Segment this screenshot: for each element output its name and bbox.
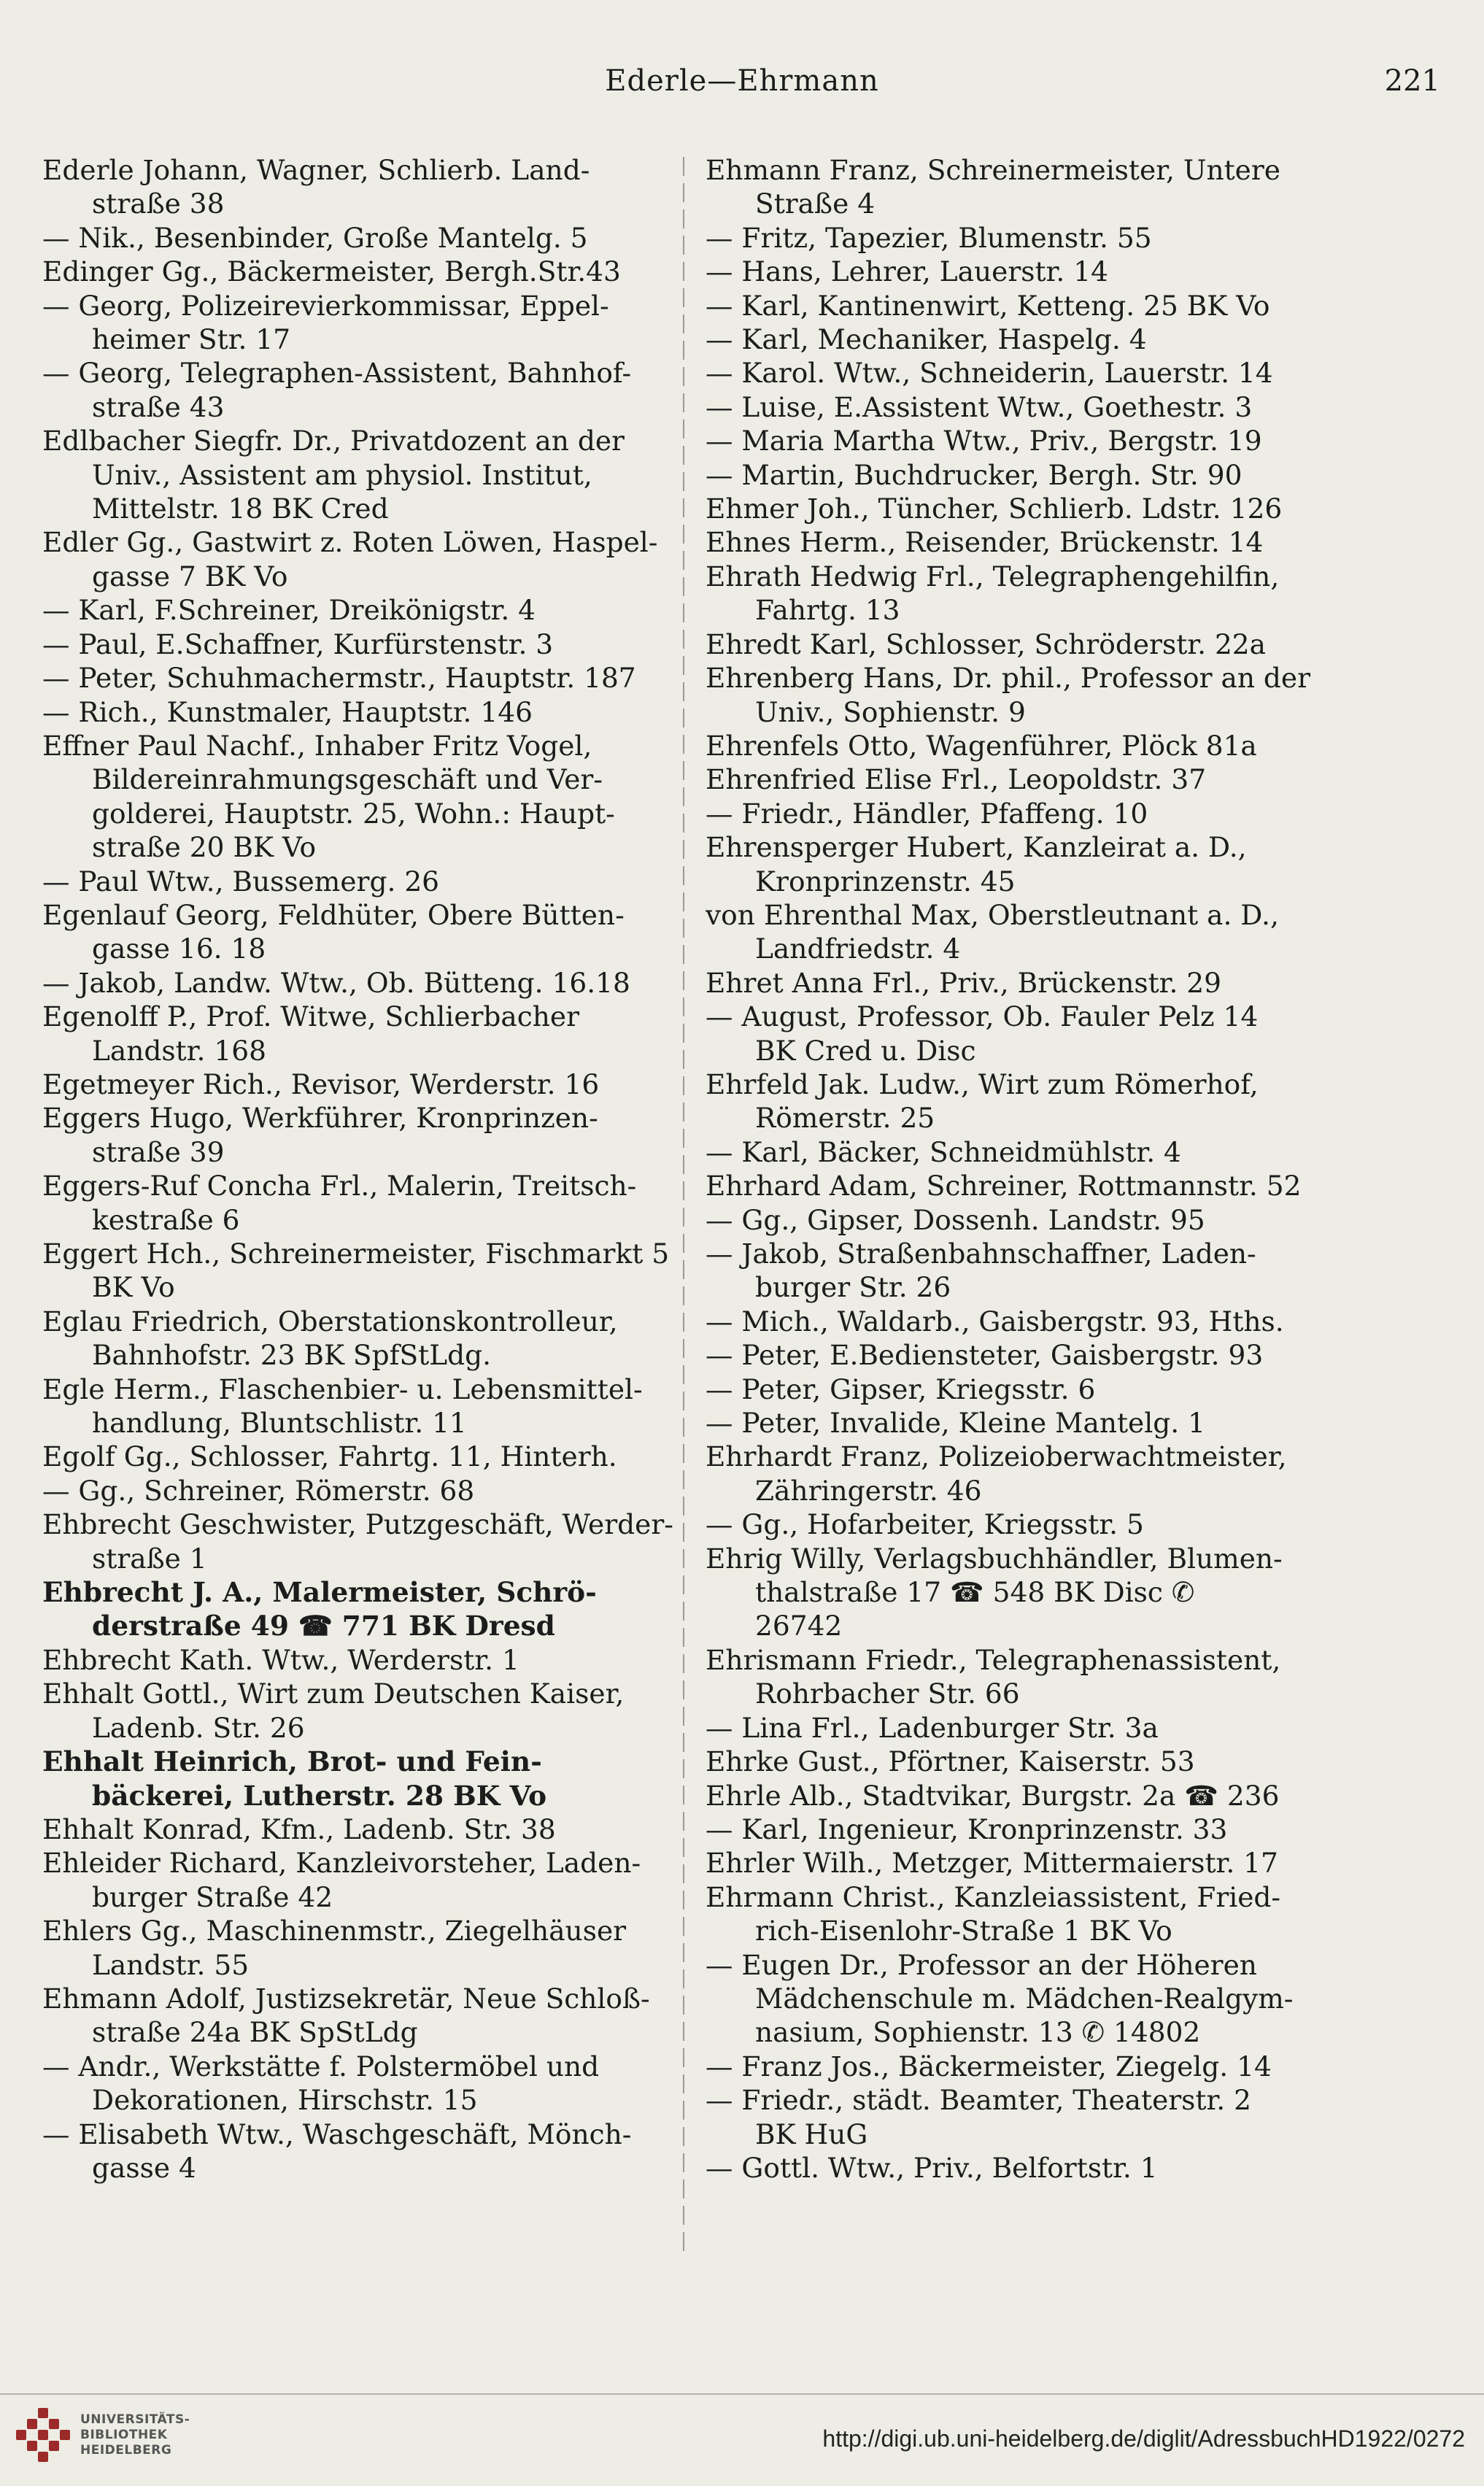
directory-entry-line: — Karl, F.Schreiner, Dreikönigstr. 4 — [42, 594, 536, 627]
directory-entry-line: — Jakob, Straßenbahnschaffner, Laden- — [706, 1238, 1256, 1270]
directory-entry-line: — Peter, Schuhmachermstr., Hauptstr. 187 — [42, 662, 636, 695]
directory-entry-line: Ehbrecht J. A., Malermeister, Schrö- — [42, 1576, 597, 1609]
directory-entry-line: Ehmann Adolf, Justizsekretär, Neue Schloß- — [42, 1982, 650, 2015]
directory-entry-line: Ehrhard Adam, Schreiner, Rottmannstr. 52 — [706, 1170, 1302, 1203]
entry-continuation-line: straße 43 — [92, 390, 225, 423]
directory-entry-line: Ehlers Gg., Maschinenmstr., Ziegelhäuser — [42, 1915, 627, 1948]
entry-continuation-line: straße 24a BK SpStLdg — [92, 2016, 418, 2049]
directory-entry-line: — Mich., Waldarb., Gaisbergstr. 93, Hths. — [706, 1305, 1284, 1337]
entry-continuation-line: rich-Eisenlohr-Straße 1 BK Vo — [755, 1915, 1172, 1948]
directory-entry-line: — Karl, Ingenieur, Kronprinzenstr. 33 — [706, 1813, 1228, 1845]
entry-continuation-line: gasse 4 — [92, 2151, 196, 2184]
entry-continuation-line: handlung, Bluntschlistr. 11 — [92, 1407, 467, 1440]
directory-entry-line: — Karl, Kantinenwirt, Ketteng. 25 BK Vo — [706, 289, 1270, 322]
directory-entry-line: Eggers Hugo, Werkführer, Kronprinzen- — [42, 1102, 598, 1135]
entry-continuation-line: gasse 7 BK Vo — [92, 560, 288, 592]
entry-continuation-line: Bildereinrahmungsgeschäft und Ver- — [92, 763, 603, 796]
entry-continuation-line: straße 20 BK Vo — [92, 831, 317, 864]
page-number: 221 — [1384, 64, 1440, 98]
directory-entry-line: Ehrhardt Franz, Polizeioberwachtmeister, — [706, 1440, 1287, 1473]
library-name-line: UNIVERSITÄTS- — [80, 2412, 190, 2427]
directory-entry-line: — Rich., Kunstmaler, Hauptstr. 146 — [42, 695, 533, 728]
directory-entry-line: Egolf Gg., Schlosser, Fahrtg. 11, Hinterh. — [42, 1440, 617, 1473]
source-url[interactable]: http://digi.ub.uni-heidelberg.de/diglit/AdressbuchHD1922/0272 — [822, 2425, 1465, 2452]
directory-entry-line: Ehrke Gust., Pförtner, Kaiserstr. 53 — [706, 1745, 1195, 1778]
entry-continuation-line: gasse 16. 18 — [92, 933, 266, 965]
directory-entry-line: Ehrath Hedwig Frl., Telegraphengehilfin, — [706, 560, 1280, 592]
directory-entry-line: Ehrle Alb., Stadtvikar, Burgstr. 2a ☎ 236 — [706, 1779, 1280, 1812]
directory-entry-line: Ehrenfels Otto, Wagenführer, Plöck 81a — [706, 729, 1257, 762]
directory-entry-line: Ehret Anna Frl., Priv., Brückenstr. 29 — [706, 966, 1222, 999]
directory-entry-line: — Georg, Polizeirevierkommissar, Eppel- — [42, 289, 609, 322]
directory-entry-line: Ehmer Joh., Tüncher, Schlierb. Ldstr. 126 — [706, 493, 1283, 525]
directory-entry-line: Ehbrecht Kath. Wtw., Werderstr. 1 — [42, 1643, 519, 1676]
directory-entry-line: — Maria Martha Wtw., Priv., Bergstr. 19 — [706, 425, 1262, 458]
entry-continuation-line: Landfriedstr. 4 — [755, 933, 961, 965]
entry-continuation-line: BK Vo — [92, 1271, 175, 1304]
directory-entry-line: — August, Professor, Ob. Fauler Pelz 14 — [706, 1000, 1259, 1033]
directory-entry-line: Ehrenberg Hans, Dr. phil., Professor an der — [706, 662, 1311, 695]
entry-continuation-line: golderei, Hauptstr. 25, Wohn.: Haupt- — [92, 797, 615, 830]
entry-continuation-line: thalstraße 17 ☎ 548 BK Disc ✆ — [755, 1576, 1195, 1609]
directory-entry-line: Ehrler Wilh., Metzger, Mittermaierstr. 17 — [706, 1847, 1278, 1880]
entry-continuation-line: Kronprinzenstr. 45 — [755, 865, 1016, 897]
directory-entry-line: — Georg, Telegraphen-Assistent, Bahnhof- — [42, 357, 632, 390]
directory-entry-line: — Peter, E.Bediensteter, Gaisbergstr. 93 — [706, 1339, 1264, 1372]
directory-entry-line: von Ehrenthal Max, Oberstleutnant a. D., — [706, 898, 1279, 931]
library-name — [80, 2412, 190, 2458]
directory-entry-line: Ehrismann Friedr., Telegraphenassistent, — [706, 1643, 1281, 1676]
directory-entry-line: Effner Paul Nachf., Inhaber Fritz Vogel, — [42, 729, 592, 762]
entry-continuation-line: Mittelstr. 18 BK Cred — [92, 493, 389, 525]
entry-continuation-line: Ladenb. Str. 26 — [92, 1711, 305, 1744]
directory-entry-line: Egenolff P., Prof. Witwe, Schlierbacher — [42, 1000, 580, 1033]
directory-entry-line: Eggers-Ruf Concha Frl., Malerin, Treitsch- — [42, 1170, 637, 1203]
entry-continuation-line: Landstr. 55 — [92, 1948, 250, 1981]
directory-entry-line: Edinger Gg., Bäckermeister, Bergh.Str.43 — [42, 255, 621, 288]
directory-entry-line: Egenlauf Georg, Feldhüter, Obere Bütten- — [42, 898, 625, 931]
directory-entry-line: — Gottl. Wtw., Priv., Belfortstr. 1 — [706, 2151, 1158, 2184]
entry-continuation-line: straße 38 — [92, 188, 225, 220]
entry-continuation-line: burger Straße 42 — [92, 1880, 333, 1913]
column-divider — [683, 157, 684, 2258]
entry-continuation-line: Straße 4 — [755, 188, 876, 220]
directory-entry-line: — Karl, Mechaniker, Haspelg. 4 — [706, 323, 1147, 356]
directory-entry-line: Eglau Friedrich, Oberstationskontrolleur, — [42, 1305, 618, 1337]
directory-entry-line: — Peter, Gipser, Kriegsstr. 6 — [706, 1373, 1096, 1405]
entry-continuation-line: Dekorationen, Hirschstr. 15 — [92, 2084, 478, 2117]
directory-entry-line: Ehleider Richard, Kanzleivorsteher, Laden- — [42, 1847, 641, 1880]
directory-entry-line: — Gg., Schreiner, Römerstr. 68 — [42, 1474, 475, 1507]
directory-entry-line: — Nik., Besenbinder, Große Mantelg. 5 — [42, 221, 588, 254]
directory-entry-line: — Friedr., Händler, Pfaffeng. 10 — [706, 797, 1148, 830]
directory-entry-line: — Hans, Lehrer, Lauerstr. 14 — [706, 255, 1108, 288]
directory-entry-line: Ehredt Karl, Schlosser, Schröderstr. 22a — [706, 628, 1267, 660]
directory-entry-line: Edler Gg., Gastwirt z. Roten Löwen, Haspel- — [42, 526, 658, 559]
directory-entry-line: — Lina Frl., Ladenburger Str. 3a — [706, 1711, 1159, 1744]
directory-entry-line: — Peter, Invalide, Kleine Mantelg. 1 — [706, 1407, 1205, 1440]
entry-continuation-line: kestraße 6 — [92, 1203, 240, 1236]
entry-continuation-line: Zähringerstr. 46 — [755, 1474, 982, 1507]
directory-entry-line: — Gg., Hofarbeiter, Kriegsstr. 5 — [706, 1508, 1144, 1541]
entry-continuation-line: Römerstr. 25 — [755, 1102, 935, 1135]
entry-continuation-line: Bahnhofstr. 23 BK SpfStLdg. — [92, 1339, 492, 1372]
directory-entry-line: — Karol. Wtw., Schneiderin, Lauerstr. 14 — [706, 357, 1273, 390]
entry-continuation-line: straße 1 — [92, 1542, 207, 1575]
entry-continuation-line: bäckerei, Lutherstr. 28 BK Vo — [92, 1779, 547, 1812]
directory-entry-line: Ehhalt Heinrich, Brot- und Fein- — [42, 1745, 542, 1778]
entry-continuation-line: Rohrbacher Str. 66 — [755, 1678, 1020, 1710]
entry-continuation-line: BK HuG — [755, 2118, 868, 2150]
directory-entry-line: — Elisabeth Wtw., Waschgeschäft, Mönch- — [42, 2118, 632, 2150]
library-name-line: HEIDELBERG — [80, 2442, 172, 2458]
entry-continuation-line: BK Cred u. Disc — [755, 1034, 976, 1067]
entry-continuation-line: 26742 — [755, 1610, 843, 1642]
directory-entry-line: — Martin, Buchdrucker, Bergh. Str. 90 — [706, 458, 1243, 491]
directory-entry-line: Egle Herm., Flaschenbier- u. Lebensmittel- — [42, 1373, 643, 1405]
directory-entry-line: — Karl, Bäcker, Schneidmühlstr. 4 — [706, 1135, 1181, 1168]
directory-entry-line: — Jakob, Landw. Wtw., Ob. Bütteng. 16.18 — [42, 966, 630, 999]
directory-entry-line: Ehrensperger Hubert, Kanzleirat a. D., — [706, 831, 1247, 864]
entry-continuation-line: heimer Str. 17 — [92, 323, 291, 356]
directory-entry-line: Ehmann Franz, Schreinermeister, Untere — [706, 154, 1280, 186]
entry-continuation-line: nasium, Sophienstr. 13 ✆ 14802 — [755, 2016, 1201, 2049]
entry-continuation-line: Fahrtg. 13 — [755, 594, 900, 627]
directory-entry-line: — Luise, E.Assistent Wtw., Goethestr. 3 — [706, 390, 1253, 423]
directory-entry-line: Edlbacher Siegfr. Dr., Privatdozent an der — [42, 425, 625, 458]
directory-entry-line: Eggert Hch., Schreinermeister, Fischmarkt 5 — [42, 1238, 670, 1270]
library-seal-icon — [16, 2408, 70, 2462]
entry-continuation-line: Univ., Assistent am physiol. Institut, — [92, 458, 592, 491]
directory-entry-line: Ehrig Willy, Verlagsbuchhändler, Blumen- — [706, 1542, 1283, 1575]
directory-entry-line: Ehnes Herm., Reisender, Brückenstr. 14 — [706, 526, 1264, 559]
entry-continuation-line: Univ., Sophienstr. 9 — [755, 695, 1026, 728]
directory-entry-line: — Franz Jos., Bäckermeister, Ziegelg. 14 — [706, 2050, 1272, 2082]
directory-entry-line: Ehrenfried Elise Frl., Leopoldstr. 37 — [706, 763, 1207, 796]
entry-continuation-line: derstraße 49 ☎ 771 BK Dresd — [92, 1610, 555, 1642]
entry-continuation-line: Mädchenschule m. Mädchen-Realgym- — [755, 1982, 1294, 2015]
library-logo[interactable] — [16, 2408, 190, 2462]
directory-entry-line: — Andr., Werkstätte f. Polstermöbel und — [42, 2050, 600, 2082]
directory-entry-line: Ehhalt Gottl., Wirt zum Deutschen Kaiser, — [42, 1678, 625, 1710]
directory-entry-line: Ehhalt Konrad, Kfm., Ladenb. Str. 38 — [42, 1813, 556, 1845]
entry-continuation-line: burger Str. 26 — [755, 1271, 951, 1304]
directory-entry-line: — Fritz, Tapezier, Blumenstr. 55 — [706, 221, 1152, 254]
library-name-line: BIBLIOTHEK — [80, 2427, 168, 2442]
directory-entry-line: Ehbrecht Geschwister, Putzgeschäft, Werder- — [42, 1508, 673, 1541]
entry-continuation-line: Landstr. 168 — [92, 1034, 266, 1067]
left-column — [42, 153, 677, 2185]
directory-entry-line: Ehrmann Christ., Kanzleiassistent, Fried- — [706, 1880, 1281, 1913]
directory-entry-line: Ederle Johann, Wagner, Schlierb. Land- — [42, 154, 590, 186]
running-head: Ederle—Ehrmann — [605, 64, 879, 98]
directory-entry-line: — Eugen Dr., Professor an der Höheren — [706, 1948, 1257, 1981]
right-column — [706, 153, 1340, 2185]
directory-entry-line: Egetmeyer Rich., Revisor, Werderstr. 16 — [42, 1068, 600, 1100]
page-header — [44, 57, 1440, 115]
page-footer — [0, 2393, 1484, 2486]
directory-entry-line: — Paul, E.Schaffner, Kurfürstenstr. 3 — [42, 628, 554, 660]
directory-entry-line: — Friedr., städt. Beamter, Theaterstr. 2 — [706, 2084, 1252, 2117]
entry-continuation-line: straße 39 — [92, 1135, 225, 1168]
directory-entry-line: — Paul Wtw., Bussemerg. 26 — [42, 865, 440, 897]
directory-entry-line: Ehrfeld Jak. Ludw., Wirt zum Römerhof, — [706, 1068, 1259, 1100]
directory-entry-line: — Gg., Gipser, Dossenh. Landstr. 95 — [706, 1203, 1205, 1236]
